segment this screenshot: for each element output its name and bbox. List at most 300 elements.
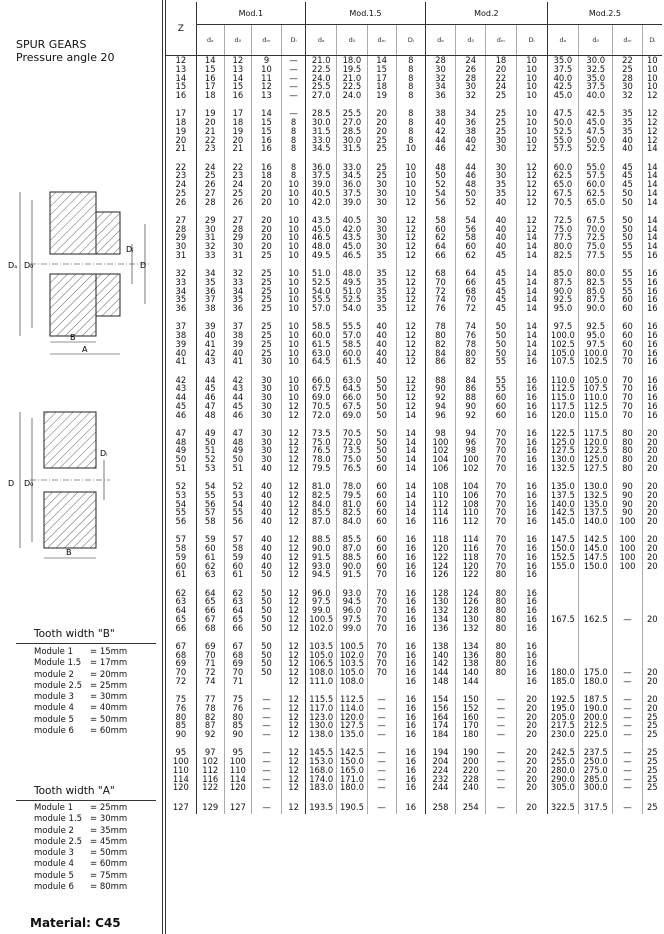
value-cell: 80 bbox=[486, 668, 516, 677]
value-cell: 14 bbox=[251, 109, 281, 118]
value-cell: 30 bbox=[425, 65, 455, 74]
value-cell: 48 bbox=[224, 438, 251, 447]
value-cell bbox=[547, 589, 578, 598]
value-cell: 33 bbox=[196, 251, 224, 260]
z-cell: 15 bbox=[175, 82, 187, 91]
value-cell: 34.5 bbox=[306, 144, 337, 153]
value-cell: 12 bbox=[642, 127, 662, 136]
value-cell: 80 bbox=[486, 642, 516, 651]
value-cell: 12 bbox=[282, 455, 306, 464]
spec-row bbox=[34, 848, 127, 859]
label-a: A bbox=[82, 345, 88, 354]
value-cell: 20 bbox=[486, 65, 516, 74]
table-row bbox=[166, 535, 662, 544]
value-cell: 20 bbox=[642, 615, 662, 624]
value-cell: 14 bbox=[396, 446, 425, 455]
value-cell: 12 bbox=[396, 251, 425, 260]
value-cell: — bbox=[367, 766, 396, 775]
value-cell: 50 bbox=[367, 438, 396, 447]
value-cell: 70 bbox=[613, 402, 642, 411]
value-cell: 77 bbox=[196, 695, 224, 704]
value-cell: 30.0 bbox=[579, 56, 613, 65]
value-cell: 90 bbox=[613, 500, 642, 509]
value-cell: 116 bbox=[425, 517, 455, 526]
value-cell: 12 bbox=[396, 349, 425, 358]
value-cell: 120.0 bbox=[547, 411, 578, 420]
value-cell: 16 bbox=[396, 677, 425, 686]
z-cell: 52 bbox=[175, 482, 187, 491]
value-cell: 80 bbox=[425, 331, 455, 340]
value-cell bbox=[613, 597, 642, 606]
value-cell: 50 bbox=[486, 322, 516, 331]
value-cell: 110.0 bbox=[547, 376, 578, 385]
value-cell: 46.5 bbox=[306, 233, 337, 242]
value-cell: 31 bbox=[224, 251, 251, 260]
table-row bbox=[166, 136, 662, 145]
z-cell: 32 bbox=[175, 269, 187, 278]
value-cell: 24 bbox=[486, 82, 516, 91]
value-cell: — bbox=[251, 721, 281, 730]
value-cell: 16 bbox=[396, 535, 425, 544]
value-cell: 85.0 bbox=[579, 287, 613, 296]
value-cell: 232 bbox=[425, 775, 455, 784]
value-cell: 16 bbox=[516, 455, 547, 464]
value-cell: 58.5 bbox=[306, 322, 337, 331]
value-cell: 10 bbox=[282, 269, 306, 278]
value-cell: 25 bbox=[486, 127, 516, 136]
value-cell: 45 bbox=[486, 287, 516, 296]
value-cell: 12 bbox=[396, 278, 425, 287]
value-cell: 16 bbox=[642, 357, 662, 366]
value-cell: 195.0 bbox=[547, 704, 578, 713]
value-cell: 122 bbox=[425, 553, 455, 562]
value-cell: 94.5 bbox=[306, 570, 337, 579]
value-cell: 37.5 bbox=[579, 82, 613, 91]
value-cell: 30 bbox=[251, 357, 281, 366]
value-cell bbox=[579, 624, 613, 633]
value-cell: 16 bbox=[251, 144, 281, 153]
value-cell: 57.0 bbox=[337, 331, 367, 340]
value-cell: 35 bbox=[613, 127, 642, 136]
value-cell: 108.0 bbox=[306, 668, 337, 677]
value-cell: 82 bbox=[456, 357, 486, 366]
value-cell: 16 bbox=[516, 508, 547, 517]
z-cell: 54 bbox=[175, 499, 187, 509]
hub-section-top bbox=[50, 192, 96, 254]
value-cell: 70 bbox=[613, 376, 642, 385]
z-cell: 69 bbox=[175, 659, 187, 668]
value-cell: 60.0 bbox=[306, 331, 337, 340]
table-row bbox=[166, 216, 662, 225]
z-cell: 72 bbox=[175, 676, 187, 686]
value-cell: 42.0 bbox=[306, 198, 337, 207]
value-cell: 32 bbox=[613, 91, 642, 100]
value-cell: 53 bbox=[196, 464, 224, 473]
value-cell: 212.5 bbox=[579, 721, 613, 730]
module-2-5-header: Mod.2.5 bbox=[547, 2, 662, 25]
value-cell: 10 bbox=[396, 144, 425, 153]
spec-key: module 2.5 bbox=[34, 836, 83, 847]
value-cell: 78 bbox=[456, 340, 486, 349]
value-cell: 38 bbox=[224, 331, 251, 340]
value-cell: 27.0 bbox=[337, 118, 367, 127]
value-cell: 127.5 bbox=[337, 721, 367, 730]
value-cell: 175.0 bbox=[579, 668, 613, 677]
value-cell bbox=[613, 651, 642, 660]
tooth-width-b-heading: Tooth width "B" bbox=[34, 628, 115, 640]
value-cell: 30 bbox=[367, 189, 396, 198]
value-cell: 16 bbox=[516, 357, 547, 366]
value-cell: 65 bbox=[196, 597, 224, 606]
value-cell: 142.5 bbox=[337, 748, 367, 757]
value-cell: 20 bbox=[642, 464, 662, 473]
value-cell: — bbox=[251, 730, 281, 739]
value-cell: 34 bbox=[425, 82, 455, 91]
value-cell: 20 bbox=[516, 775, 547, 784]
value-cell: 35 bbox=[367, 269, 396, 278]
z-cell: 28 bbox=[175, 224, 187, 234]
value-cell: 17 bbox=[367, 74, 396, 83]
value-cell: 16 bbox=[396, 757, 425, 766]
value-cell: 16 bbox=[516, 589, 547, 598]
value-cell: 230.0 bbox=[547, 730, 578, 739]
value-cell: 10 bbox=[282, 278, 306, 287]
table-row bbox=[166, 713, 662, 722]
value-cell: 112 bbox=[425, 500, 455, 509]
value-cell: 84 bbox=[456, 376, 486, 385]
value-cell bbox=[579, 651, 613, 660]
sub-header-cell: dₐ bbox=[547, 25, 578, 56]
value-cell: 12 bbox=[282, 562, 306, 571]
value-cell: 104 bbox=[456, 482, 486, 491]
value-cell: 40.5 bbox=[337, 216, 367, 225]
value-cell: 50 bbox=[367, 402, 396, 411]
value-cell: 12 bbox=[282, 402, 306, 411]
value-cell: 45.0 bbox=[547, 91, 578, 100]
value-cell: 8 bbox=[282, 171, 306, 180]
value-cell: 45 bbox=[486, 278, 516, 287]
value-cell: 86 bbox=[425, 357, 455, 366]
value-cell: — bbox=[367, 713, 396, 722]
value-cell: 114 bbox=[425, 508, 455, 517]
value-cell: 35 bbox=[367, 304, 396, 313]
value-cell: 80 bbox=[486, 651, 516, 660]
value-cell: 50 bbox=[251, 659, 281, 668]
value-cell: 50 bbox=[251, 668, 281, 677]
value-cell: 145.0 bbox=[579, 544, 613, 553]
sub-header-cell: d₀ bbox=[456, 25, 486, 56]
label-do: D₀ bbox=[24, 261, 34, 270]
value-cell: 220 bbox=[456, 766, 486, 775]
value-cell: 82.5 bbox=[579, 278, 613, 287]
value-cell: 50 bbox=[367, 384, 396, 393]
value-cell: 164 bbox=[425, 713, 455, 722]
value-cell: 16 bbox=[516, 438, 547, 447]
value-cell: 16 bbox=[516, 500, 547, 509]
value-cell bbox=[642, 606, 662, 615]
value-cell bbox=[547, 624, 578, 633]
value-cell: 38 bbox=[196, 304, 224, 313]
value-cell: 180.0 bbox=[547, 668, 578, 677]
table-row bbox=[166, 278, 662, 287]
value-cell: 40 bbox=[251, 508, 281, 517]
spec-row bbox=[34, 859, 127, 870]
table-row bbox=[166, 615, 662, 624]
value-cell: 40 bbox=[251, 464, 281, 473]
table-row bbox=[166, 163, 662, 172]
value-cell: 51 bbox=[224, 464, 251, 473]
gear-dimensions-table bbox=[166, 2, 662, 814]
spec-key: Module 1.5 bbox=[34, 658, 82, 669]
value-cell: 25 bbox=[367, 136, 396, 145]
value-cell: 63.0 bbox=[337, 376, 367, 385]
value-cell: 12 bbox=[282, 668, 306, 677]
value-cell: 70 bbox=[367, 624, 396, 633]
value-cell: 30 bbox=[251, 438, 281, 447]
value-cell: 20 bbox=[516, 704, 547, 713]
value-cell: 32 bbox=[456, 91, 486, 100]
value-cell: 48.0 bbox=[337, 269, 367, 278]
value-cell: 79.5 bbox=[337, 491, 367, 500]
value-cell: 40 bbox=[613, 144, 642, 153]
value-cell: 54 bbox=[224, 500, 251, 509]
rim-section-top bbox=[96, 212, 120, 254]
value-cell: 87.0 bbox=[306, 517, 337, 526]
value-cell: — bbox=[367, 775, 396, 784]
value-cell: 16 bbox=[516, 446, 547, 455]
value-cell: 70 bbox=[367, 589, 396, 598]
module-1-5-header: Mod.1.5 bbox=[306, 2, 426, 25]
value-cell: 112 bbox=[456, 517, 486, 526]
value-cell: 15 bbox=[196, 65, 224, 74]
value-cell: 12 bbox=[282, 802, 306, 814]
value-cell: 18 bbox=[196, 91, 224, 100]
spec-value: = 15mm bbox=[90, 647, 128, 657]
value-cell: 36 bbox=[224, 304, 251, 313]
value-cell: 25 bbox=[367, 171, 396, 180]
value-cell: 36 bbox=[196, 287, 224, 296]
label-di: Dᵢ bbox=[126, 245, 134, 254]
value-cell: 64 bbox=[224, 606, 251, 615]
group-spacer bbox=[166, 739, 662, 749]
value-cell: 92 bbox=[425, 393, 455, 402]
value-cell: 20 bbox=[642, 455, 662, 464]
value-cell: 50.0 bbox=[547, 118, 578, 127]
value-cell: 100 bbox=[224, 757, 251, 766]
z-cell: 26 bbox=[175, 197, 187, 207]
value-cell: 110 bbox=[224, 766, 251, 775]
value-cell: 30 bbox=[251, 402, 281, 411]
value-cell: 30 bbox=[251, 393, 281, 402]
value-cell: 90 bbox=[613, 508, 642, 517]
value-cell: 45 bbox=[486, 251, 516, 260]
value-cell: 48 bbox=[425, 163, 455, 172]
value-cell: 82 bbox=[425, 340, 455, 349]
value-cell: 30 bbox=[251, 411, 281, 420]
value-cell: 8 bbox=[282, 127, 306, 136]
value-cell: 50 bbox=[425, 171, 455, 180]
z-cell: 12 bbox=[175, 55, 187, 65]
value-cell: 16 bbox=[516, 535, 547, 544]
value-cell: 10 bbox=[282, 322, 306, 331]
value-cell: 12 bbox=[396, 331, 425, 340]
value-cell: 30 bbox=[367, 180, 396, 189]
z-cell: 27 bbox=[175, 215, 187, 225]
z-cell: 43 bbox=[175, 384, 187, 393]
value-cell: 60 bbox=[367, 491, 396, 500]
value-cell bbox=[579, 659, 613, 668]
value-cell: 80 bbox=[224, 713, 251, 722]
value-cell: 20 bbox=[642, 517, 662, 526]
value-cell: 72.0 bbox=[306, 411, 337, 420]
value-cell: 40 bbox=[251, 562, 281, 571]
value-cell: 90 bbox=[613, 491, 642, 500]
value-cell: 20 bbox=[251, 216, 281, 225]
value-cell: 44 bbox=[224, 393, 251, 402]
value-cell: 42.5 bbox=[547, 82, 578, 91]
value-cell: 16 bbox=[396, 659, 425, 668]
value-cell: — bbox=[367, 730, 396, 739]
value-cell: 60.0 bbox=[337, 349, 367, 358]
value-cell: 80 bbox=[456, 349, 486, 358]
value-cell: 50 bbox=[613, 189, 642, 198]
sub-header-cell: dₐ bbox=[425, 25, 455, 56]
value-cell: 48 bbox=[196, 411, 224, 420]
table-row bbox=[166, 748, 662, 757]
value-cell: 20 bbox=[642, 438, 662, 447]
value-cell: 16 bbox=[396, 562, 425, 571]
value-cell: 73.5 bbox=[337, 446, 367, 455]
value-cell: 20 bbox=[367, 127, 396, 136]
value-cell: 95.0 bbox=[579, 331, 613, 340]
value-cell: 8 bbox=[396, 56, 425, 65]
value-cell: — bbox=[486, 775, 516, 784]
value-cell: 10 bbox=[282, 393, 306, 402]
value-cell: 28 bbox=[224, 225, 251, 234]
value-cell: 30 bbox=[196, 225, 224, 234]
value-cell: 70 bbox=[224, 668, 251, 677]
value-cell bbox=[642, 589, 662, 598]
value-cell: 16 bbox=[642, 340, 662, 349]
table-row bbox=[166, 233, 662, 242]
value-cell: 10 bbox=[282, 287, 306, 296]
value-cell: 100.0 bbox=[547, 331, 578, 340]
value-cell: 148 bbox=[425, 677, 455, 686]
sub-header-cell: Dᵢ bbox=[396, 25, 425, 56]
value-cell: 135.0 bbox=[547, 482, 578, 491]
value-cell: 55.5 bbox=[337, 322, 367, 331]
value-cell: 12 bbox=[396, 357, 425, 366]
value-cell: 124 bbox=[456, 589, 486, 598]
table-row bbox=[166, 402, 662, 411]
label-d-plain: D bbox=[8, 479, 15, 488]
value-cell: 55 bbox=[613, 269, 642, 278]
spec-row bbox=[34, 826, 127, 837]
z-cell: 39 bbox=[175, 339, 187, 349]
value-cell: 14 bbox=[642, 216, 662, 225]
value-cell: 45.0 bbox=[337, 242, 367, 251]
value-cell: 70 bbox=[425, 278, 455, 287]
value-cell: 58 bbox=[425, 216, 455, 225]
value-cell bbox=[613, 570, 642, 579]
spec-key: module 5 bbox=[34, 714, 74, 725]
z-cell: 68 bbox=[175, 650, 187, 660]
value-cell: 116 bbox=[196, 775, 224, 784]
value-cell bbox=[547, 659, 578, 668]
value-cell: 117.5 bbox=[547, 402, 578, 411]
value-cell: 22 bbox=[486, 74, 516, 83]
value-cell: 87.0 bbox=[337, 544, 367, 553]
value-cell: 69 bbox=[196, 642, 224, 651]
value-cell: 16 bbox=[396, 802, 425, 814]
z-cell: 37 bbox=[175, 322, 187, 331]
value-cell: 21.0 bbox=[306, 56, 337, 65]
value-cell: 26 bbox=[196, 180, 224, 189]
value-cell: 20 bbox=[516, 730, 547, 739]
value-cell: 35 bbox=[486, 180, 516, 189]
value-cell: 33.0 bbox=[337, 163, 367, 172]
z-cell: 36 bbox=[175, 304, 187, 313]
value-cell: 12 bbox=[282, 535, 306, 544]
group-spacer bbox=[166, 206, 662, 216]
value-cell: 10 bbox=[642, 56, 662, 65]
z-cell: 57 bbox=[175, 535, 187, 544]
value-cell: 20 bbox=[367, 109, 396, 118]
value-cell: 60 bbox=[367, 544, 396, 553]
value-cell: 16 bbox=[396, 589, 425, 598]
value-cell: 25 bbox=[642, 730, 662, 739]
value-cell: 25 bbox=[642, 766, 662, 775]
value-cell: 25 bbox=[251, 322, 281, 331]
value-cell: 58 bbox=[224, 544, 251, 553]
value-cell: 91.5 bbox=[306, 553, 337, 562]
value-cell: 8 bbox=[396, 74, 425, 83]
value-cell: 45 bbox=[613, 180, 642, 189]
table-row bbox=[166, 189, 662, 198]
value-cell: 10 bbox=[282, 384, 306, 393]
value-cell: 43 bbox=[196, 357, 224, 366]
value-cell: 12 bbox=[282, 589, 306, 598]
value-cell: 26 bbox=[456, 65, 486, 74]
value-cell: 10 bbox=[282, 233, 306, 242]
value-cell: 8 bbox=[282, 118, 306, 127]
value-cell: 97.5 bbox=[306, 597, 337, 606]
value-cell: 30 bbox=[367, 216, 396, 225]
value-cell: 22 bbox=[224, 163, 251, 172]
value-cell: 8 bbox=[396, 65, 425, 74]
value-cell: 25 bbox=[251, 295, 281, 304]
value-cell: 322.5 bbox=[547, 802, 578, 814]
value-cell: 59 bbox=[196, 535, 224, 544]
value-cell: 40 bbox=[367, 322, 396, 331]
value-cell: 25 bbox=[367, 163, 396, 172]
value-cell: 42 bbox=[196, 349, 224, 358]
value-cell: 66.0 bbox=[337, 393, 367, 402]
value-cell: 84.0 bbox=[337, 517, 367, 526]
table-row bbox=[166, 82, 662, 91]
value-cell: 117.0 bbox=[306, 704, 337, 713]
value-cell: 68 bbox=[456, 287, 486, 296]
table-row bbox=[166, 109, 662, 118]
table-row bbox=[166, 783, 662, 792]
value-cell: 20 bbox=[642, 500, 662, 509]
value-cell: 54 bbox=[456, 216, 486, 225]
value-cell: 16 bbox=[516, 624, 547, 633]
spec-value: = 40mm bbox=[90, 703, 128, 714]
group-spacer bbox=[166, 632, 662, 642]
value-cell: 68 bbox=[224, 651, 251, 660]
value-cell bbox=[547, 606, 578, 615]
